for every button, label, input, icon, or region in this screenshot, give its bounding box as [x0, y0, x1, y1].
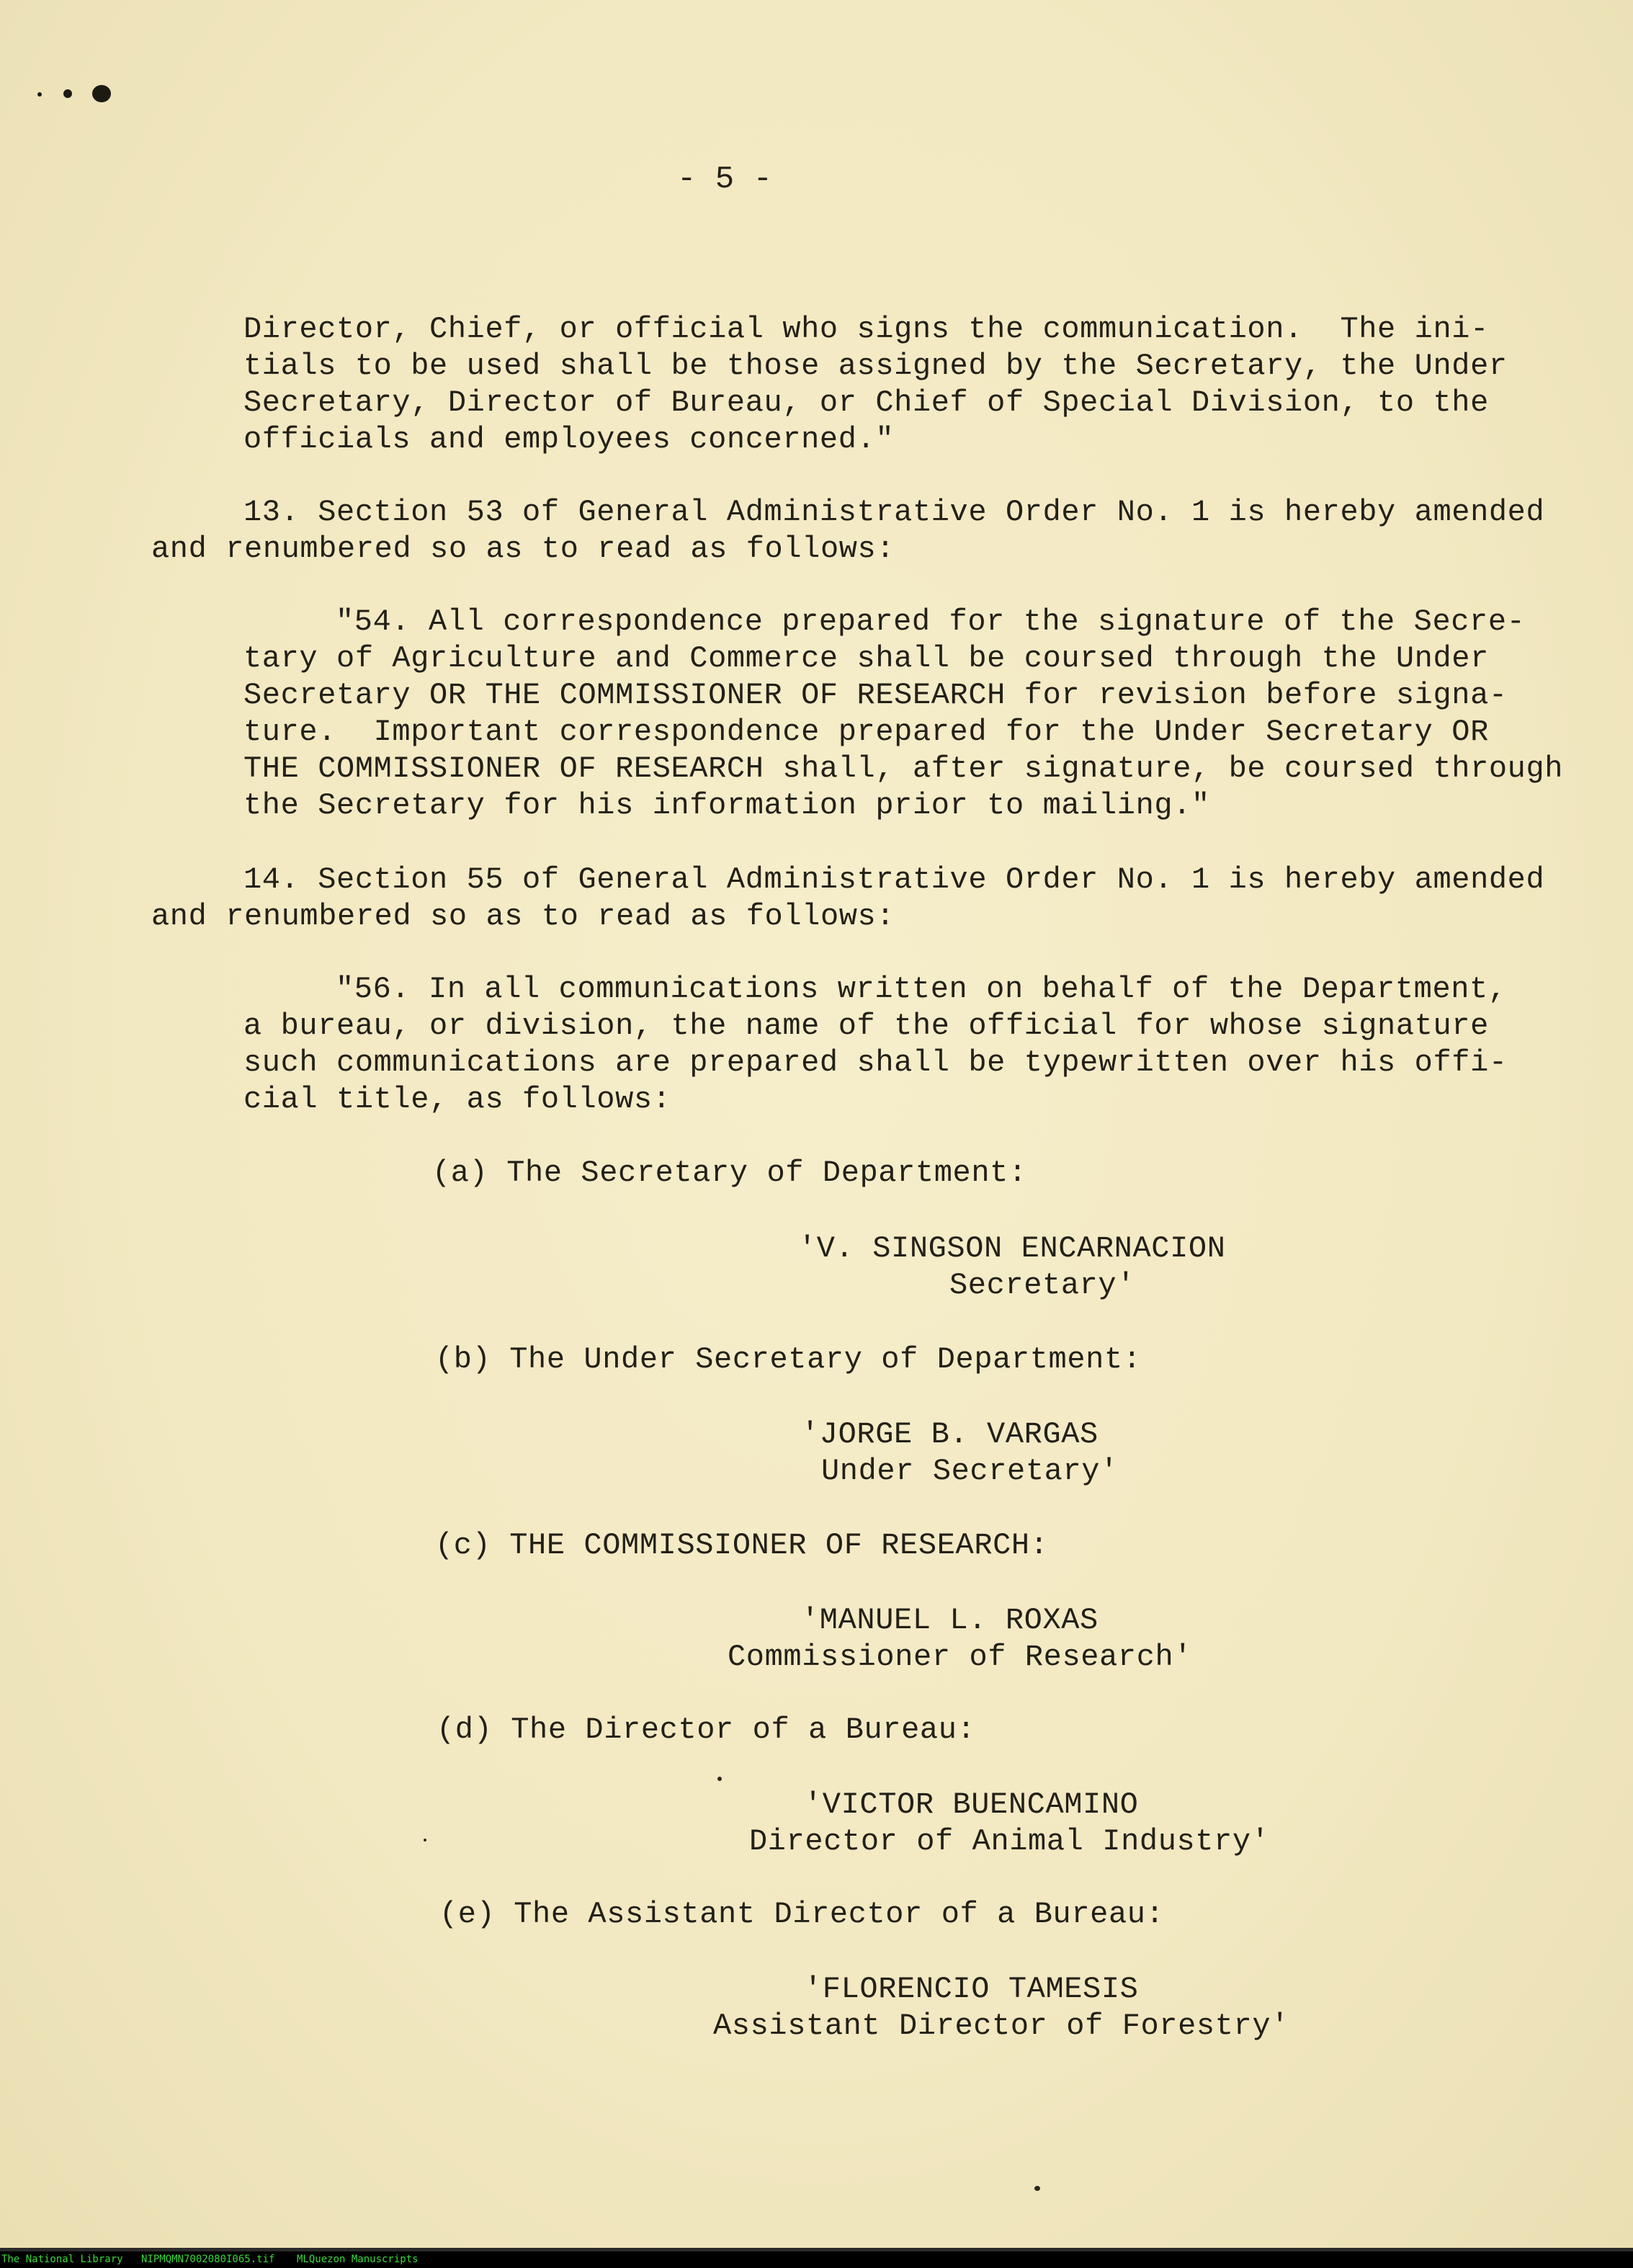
example-b-name: 'JORGE B. VARGAS — [801, 1417, 1099, 1452]
continuation-line: officials and employees concerned." — [243, 422, 895, 457]
continuation-line: Director, Chief, or official who signs the communication. The ini- — [243, 312, 1489, 347]
continuation-line: Secretary, Director of Bureau, or Chief of Special Division, to the — [243, 385, 1489, 420]
example-c-label: (c) THE COMMISSIONER OF RESEARCH: — [435, 1528, 1049, 1563]
example-c-name: 'MANUEL L. ROXAS — [801, 1603, 1099, 1638]
example-d-name: 'VICTOR BUENCAMINO — [804, 1787, 1139, 1822]
example-d-title: Director of Animal Industry' — [749, 1824, 1270, 1859]
item-13-line: 13. Section 53 of General Administrative Order No. 1 is hereby amended — [243, 495, 1545, 530]
example-c-title: Commissioner of Research' — [728, 1640, 1193, 1674]
footer-collection: MLQuezon Manuscripts — [297, 2254, 419, 2265]
item-14-line: 14. Section 55 of General Administrative Order No. 1 is hereby amended — [243, 862, 1545, 897]
quote-56-line: cial title, as follows: — [243, 1082, 671, 1117]
speck-mark — [424, 1839, 426, 1841]
quote-56-line: "56. In all communications written on behalf of the Department, — [336, 972, 1507, 1006]
page-number: - 5 - — [677, 161, 773, 197]
footer-library: The National Library — [1, 2254, 123, 2265]
item-13-line: and renumbered so as to read as follows: — [151, 532, 895, 566]
speck-mark — [63, 89, 72, 98]
example-a-title: Secretary' — [949, 1268, 1136, 1303]
quote-54-line: tary of Agriculture and Commerce shall be coursed through the Under — [243, 641, 1489, 676]
footer-file: NIPMQMN7002080I065.tif — [141, 2254, 275, 2265]
quote-56-line: a bureau, or division, the name of the official for whose signature — [243, 1009, 1489, 1043]
speck-mark — [37, 92, 42, 97]
example-e-label: (e) The Assistant Director of a Bureau: — [439, 1897, 1165, 1932]
speck-mark — [717, 1777, 722, 1781]
speck-mark — [1034, 2186, 1040, 2191]
quote-54-line: the Secretary for his information prior to mailing." — [243, 788, 1210, 823]
quote-56-line: such communications are prepared shall be typewritten over his offi- — [243, 1045, 1508, 1080]
quote-54-line: Secretary OR THE COMMISSIONER OF RESEARCH for revision before signa- — [243, 678, 1508, 713]
example-a-label: (a) The Secretary of Department: — [432, 1156, 1027, 1190]
quote-54-line: THE COMMISSIONER OF RESEARCH shall, after signature, be coursed through — [243, 751, 1564, 786]
example-e-name: 'FLORENCIO TAMESIS — [804, 1972, 1139, 2006]
example-a-name: 'V. SINGSON ENCARNACION — [798, 1231, 1226, 1266]
punch-hole — [92, 85, 111, 102]
example-b-title: Under Secretary' — [821, 1454, 1119, 1488]
example-e-title: Assistant Director of Forestry' — [713, 2009, 1289, 2043]
scan-footer — [0, 2251, 1633, 2268]
quote-54-line: ture. Important correspondence prepared for the Under Secretary OR — [243, 715, 1489, 749]
example-b-label: (b) The Under Secretary of Department: — [435, 1342, 1142, 1377]
example-d-label: (d) The Director of a Bureau: — [437, 1713, 976, 1747]
continuation-line: tials to be used shall be those assigned by the Secretary, the Under — [243, 349, 1508, 383]
quote-54-line: "54. All correspondence prepared for the signature of the Secre- — [336, 604, 1526, 639]
item-14-line: and renumbered so as to read as follows: — [151, 899, 895, 934]
